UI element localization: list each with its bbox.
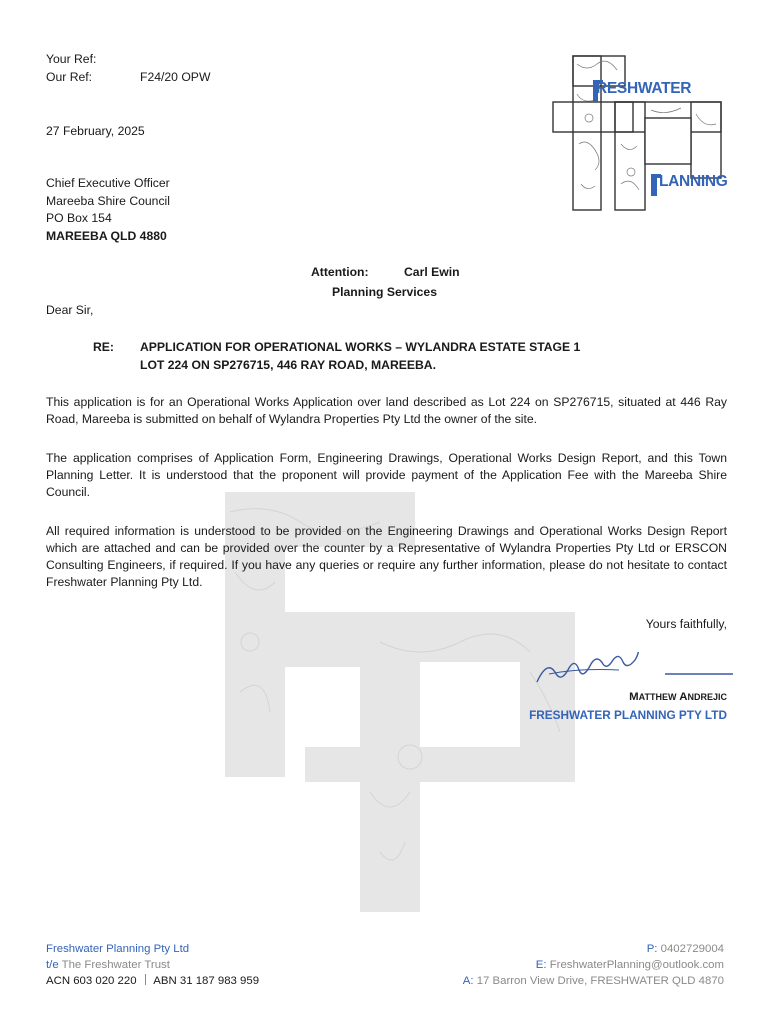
our-ref-value: F24/20 OPW bbox=[140, 70, 211, 84]
signatory-name: MATTHEW ANDREJIC bbox=[629, 691, 727, 703]
attention-label: Attention: bbox=[311, 265, 369, 279]
footer-phone: P: 0402729004 bbox=[646, 943, 724, 955]
signatory-company: FRESHWATER PLANNING PTY LTD bbox=[529, 708, 727, 722]
recipient-line-2: Mareeba Shire Council bbox=[46, 194, 170, 208]
letter-date: 27 February, 2025 bbox=[46, 124, 145, 138]
re-label: RE: bbox=[93, 340, 114, 354]
body-paragraph-3: All required information is understood to be provided on the Engineering Drawings and Operational Works Design Report which are attached and can be provided over the counter by a Representative of Wylandra Properties Pty Ltd or ERSCON Consulting Engineers, if required. If you have any queries or require any further information, please do not hesitate to contact Freshwater Planning Pty Ltd. bbox=[46, 524, 727, 589]
recipient-line-3: PO Box 154 bbox=[46, 211, 112, 225]
body-paragraph-1: This application is for an Operational Works Application over land described as Lot 224 on SP276715, situated at 446 Ray Road, Mareeba is submitted on behalf of Wylandra Properties Pty Ltd the owner of the site. bbox=[46, 395, 727, 426]
attention-name: Carl Ewin bbox=[404, 265, 460, 279]
our-ref-label: Our Ref: bbox=[46, 70, 93, 84]
signature-image bbox=[535, 652, 735, 692]
footer-email: E: FreshwaterPlanning@outlook.com bbox=[535, 959, 724, 971]
footer-registration: ACN 603 020 220 ABN 31 187 983 959 bbox=[46, 975, 260, 987]
body-paragraph-2: The application comprises of Application Form, Engineering Drawings, Operational Works Design Report, and this Town Planning Letter. It is understood that the proponent will provide payment of the Application Fee with the Mareeba Shire Council. bbox=[46, 451, 727, 499]
recipient-line-1: Chief Executive Officer bbox=[46, 176, 170, 190]
logo-text-freshwater: RESHWATER bbox=[596, 80, 692, 97]
re-line-2: LOT 224 ON SP276715, 446 RAY ROAD, MAREEBA. bbox=[140, 358, 436, 372]
footer-company: Freshwater Planning Pty Ltd bbox=[46, 943, 190, 955]
footer-trust: t/e The Freshwater Trust bbox=[46, 959, 170, 971]
footer-address: A: 17 Barron View Drive, FRESHWATER QLD 4870 bbox=[462, 975, 724, 987]
salutation: Dear Sir, bbox=[46, 303, 94, 317]
logo-text-planning: LANNING bbox=[659, 173, 728, 190]
attention-dept: Planning Services bbox=[332, 285, 437, 299]
closing: Yours faithfully, bbox=[645, 617, 727, 631]
re-line-1: APPLICATION FOR OPERATIONAL WORKS – WYLANDRA ESTATE STAGE 1 bbox=[140, 340, 581, 354]
your-ref-label: Your Ref: bbox=[46, 52, 97, 66]
recipient-line-4: MAREEBA QLD 4880 bbox=[46, 229, 167, 243]
